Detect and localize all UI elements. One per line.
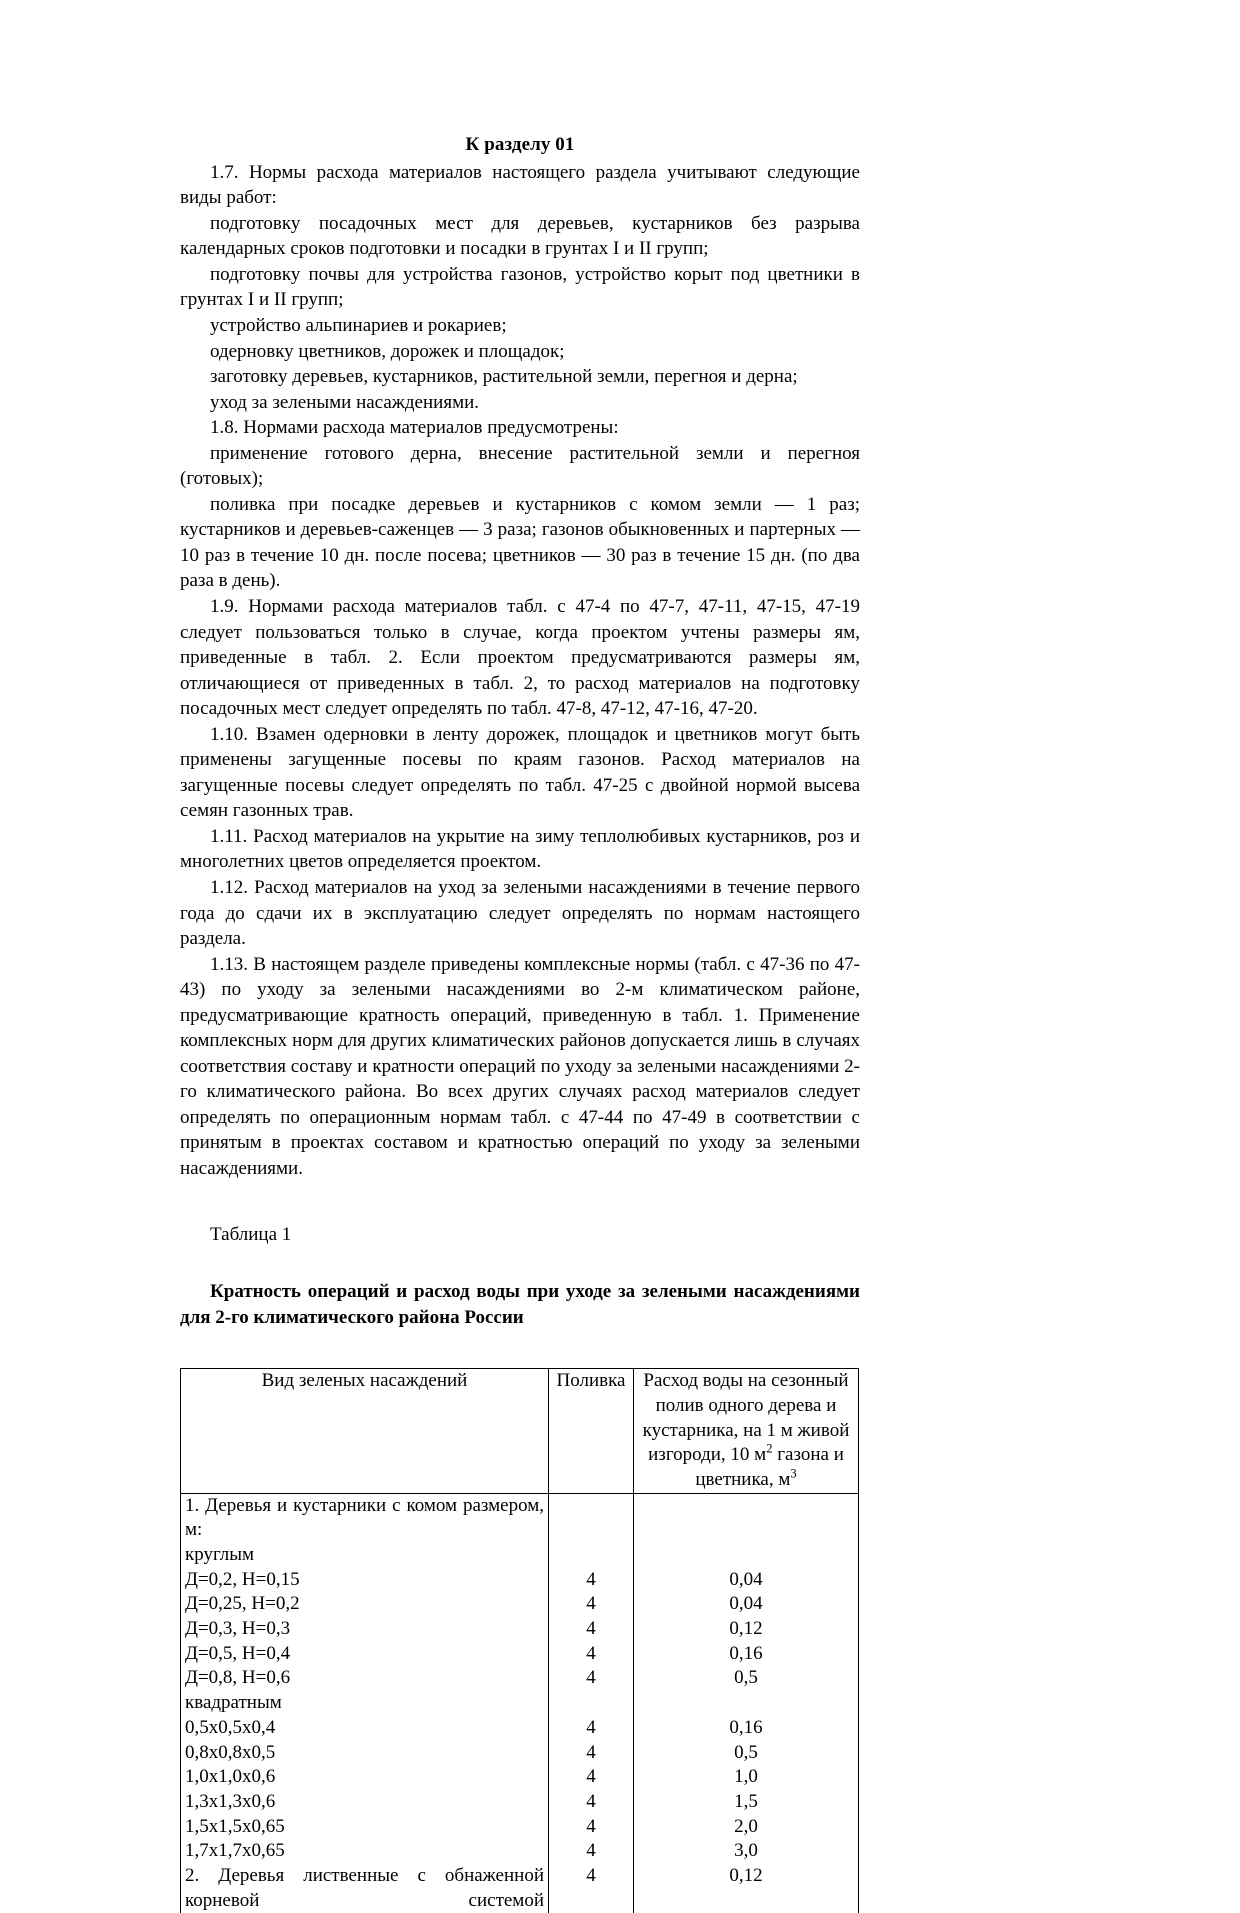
table-cell-water-consumption: 1,0 [634, 1765, 859, 1790]
table-row [181, 1642, 859, 1667]
table-cell-watering-frequency [549, 1493, 634, 1543]
table-row [181, 1839, 859, 1864]
table-cell-vegetation-type: 0,5х0,5х0,4 [181, 1716, 549, 1741]
table-cell-vegetation-type: 0,8х0,8х0,5 [181, 1741, 549, 1766]
table-cell-water-consumption: 0,5 [634, 1666, 859, 1691]
table-cell-vegetation-type: 1,5х1,5х0,65 [181, 1815, 549, 1840]
table-cell-vegetation-type: Д=0,25, Н=0,2 [181, 1592, 549, 1617]
table-cell-water-consumption: 0,5 [634, 1741, 859, 1766]
paragraph-list-item-soil-preparation: подготовку почвы для устройства газонов, устройство корыт под цветники в грунтах I и II групп; [180, 263, 860, 311]
table-row [181, 1617, 859, 1642]
table-header-water-consumption [634, 1369, 859, 1493]
page-content [180, 133, 860, 1913]
table-cell-vegetation-type: 2. Деревья лиственные с обнаженной корневой системой [181, 1864, 549, 1913]
table-body [181, 1493, 859, 1913]
table-cell-water-consumption: 0,16 [634, 1716, 859, 1741]
table-cell-vegetation-type: Д=0,5, Н=0,4 [181, 1642, 549, 1667]
header-line-5a: цветника, м [695, 1468, 791, 1490]
table-cell-watering-frequency: 4 [549, 1839, 634, 1864]
table-cell-watering-frequency: 4 [549, 1815, 634, 1840]
header-line-4b: газона и [772, 1444, 844, 1466]
table-cell-vegetation-type: 1,7х1,7х0,65 [181, 1839, 549, 1864]
table-cell-vegetation-type: 1,0х1,0х0,6 [181, 1765, 549, 1790]
table-cell-vegetation-type: 1,3х1,3х0,6 [181, 1790, 549, 1815]
table-row [181, 1592, 859, 1617]
table-cell-water-consumption [634, 1543, 859, 1568]
table-cell-water-consumption: 0,04 [634, 1568, 859, 1593]
table-row [181, 1790, 859, 1815]
table-cell-watering-frequency [549, 1691, 634, 1716]
table-cell-watering-frequency: 4 [549, 1765, 634, 1790]
table-cell-vegetation-type: квадратным [181, 1691, 549, 1716]
table-cell-water-consumption: 0,12 [634, 1617, 859, 1642]
table-cell-vegetation-type: круглым [181, 1543, 549, 1568]
table-cell-water-consumption [634, 1493, 859, 1543]
header-line-2: полив одного дерева и [655, 1394, 837, 1416]
table-cell-water-consumption: 2,0 [634, 1815, 859, 1840]
paragraph-list-item-harvesting: заготовку деревьев, кустарников, растительной земли, перегноя и дерна; [210, 366, 798, 388]
paragraph-list-item-watering: поливка при посадке деревьев и кустарников с комом земли — 1 раз; кустарников и деревьев-саженцев — 3 раза; газонов обыкновенных и партерных — 10 раз в течение 10 дн. после посева; цветников — 30 раз в течение 15 дн. (по два раза в день). [180, 493, 860, 592]
table-row [181, 1815, 859, 1840]
table-label: Таблица 1 [210, 1223, 292, 1245]
table-cell-vegetation-type: 1. Деревья и кустарники с комом размером, м: [181, 1493, 549, 1543]
table-cell-watering-frequency [549, 1543, 634, 1568]
paragraph-1-9: 1.9. Нормами расхода материалов табл. с 47-4 по 47-7, 47-11, 47-15, 47-19 следует пользоваться только в случае, когда проектом учтены размеры ям, приведенные в табл. 2. Если проектом предусматриваются размеры ям, отличающиеся от приведенных в табл. 2, то расход материалов на подготовку посадочных мест следует определять по табл. 47-8, 47-12, 47-16, 47-20. [180, 595, 860, 720]
table-row [181, 1493, 859, 1543]
table-cell-vegetation-type: Д=0,3, Н=0,3 [181, 1617, 549, 1642]
table-cell-watering-frequency: 4 [549, 1716, 634, 1741]
header-line-1: Расход воды на сезонный [643, 1370, 849, 1392]
paragraph-list-item-alpinariums: устройство альпинариев и рокариев; [210, 314, 507, 336]
table-cell-watering-frequency: 4 [549, 1666, 634, 1691]
table-cell-water-consumption: 0,16 [634, 1642, 859, 1667]
table-cell-watering-frequency: 4 [549, 1642, 634, 1667]
table-row [181, 1716, 859, 1741]
superscript-cubic-meters: 3 [790, 1466, 797, 1481]
table-cell-vegetation-type: Д=0,2, Н=0,15 [181, 1568, 549, 1593]
table-row [181, 1568, 859, 1593]
page-title: К разделу 01 [465, 134, 575, 155]
watering-norms-table [180, 1368, 859, 1913]
table-cell-watering-frequency: 4 [549, 1864, 634, 1913]
table-cell-vegetation-type: Д=0,8, Н=0,6 [181, 1666, 549, 1691]
table-row [181, 1543, 859, 1568]
paragraph-1-7: 1.7. Нормы расхода материалов настоящего раздела учитывают следующие виды работ: [180, 161, 860, 209]
table-cell-water-consumption [634, 1691, 859, 1716]
paragraph-1-8: 1.8. Нормами расхода материалов предусмотрены: [210, 417, 619, 439]
table-caption: Кратность операций и расход воды при уходе за зелеными насаждениями для 2-го климатического района России [180, 1281, 860, 1328]
table-row [181, 1691, 859, 1716]
paragraph-list-item-ready-sod: применение готового дерна, внесение растительной земли и перегноя (готовых); [180, 442, 860, 490]
table-cell-watering-frequency: 4 [549, 1592, 634, 1617]
paragraph-1-13: 1.13. В настоящем разделе приведены комплексные нормы (табл. с 47-36 по 47-43) по уходу за зелеными насаждениями во 2-м климатическом районе, предусматривающие кратность операций, приведенную в табл. 1. Применение комплексных норм для других климатических районов допускается лишь в случаях соответствия составу и кратности операций по уходу за зелеными насаждениями 2-го климатического района. Во всех других случаях расход материалов следует определять по операционным нормам табл. с 47-44 по 47-49 в соответствии с принятым в проектах составом и кратностью операций по уходу за зелеными насаждениями. [180, 953, 860, 1180]
table-header-vegetation-type: Вид зеленых насаждений [181, 1369, 549, 1493]
table-cell-watering-frequency: 4 [549, 1741, 634, 1766]
paragraph-1-12: 1.12. Расход материалов на уход за зелеными насаждениями в течение первого года до сдачи их в эксплуатацию следует определять по нормам настоящего раздела. [180, 877, 860, 950]
table-header-row [181, 1369, 859, 1493]
table-row [181, 1864, 859, 1913]
table-cell-watering-frequency: 4 [549, 1790, 634, 1815]
table-row [181, 1765, 859, 1790]
table-row [181, 1666, 859, 1691]
paragraph-list-item-preparation-planting: подготовку посадочных мест для деревьев, кустарников без разрыва календарных сроков подготовки и посадки в грунтах I и II групп; [180, 212, 860, 260]
table-header-watering-frequency: Поливка [549, 1369, 634, 1493]
table-cell-water-consumption: 3,0 [634, 1839, 859, 1864]
paragraph-list-item-sodding: одерновку цветников, дорожек и площадок; [210, 340, 565, 362]
paragraph-1-10: 1.10. Взамен одерновки в ленту дорожек, площадок и цветников могут быть применены загущенные посевы по краям газонов. Расход материалов на загущенные посевы следует определять по табл. 47-25 с двойной нормой высева семян газонных трав. [180, 723, 860, 822]
table-cell-water-consumption: 0,12 [634, 1864, 859, 1913]
table-cell-water-consumption: 0,04 [634, 1592, 859, 1617]
header-line-4a: изгороди, 10 м [648, 1444, 767, 1466]
table-row [181, 1741, 859, 1766]
paragraph-list-item-maintenance: уход за зелеными насаждениями. [210, 391, 480, 413]
superscript-square-meters: 2 [766, 1441, 773, 1456]
table-cell-water-consumption: 1,5 [634, 1790, 859, 1815]
header-line-3: кустарника, на 1 м живой [642, 1419, 850, 1441]
paragraph-1-11: 1.11. Расход материалов на укрытие на зиму теплолюбивых кустарников, роз и многолетних цветов определяется проектом. [180, 825, 860, 873]
table-cell-watering-frequency: 4 [549, 1568, 634, 1593]
table-cell-watering-frequency: 4 [549, 1617, 634, 1642]
